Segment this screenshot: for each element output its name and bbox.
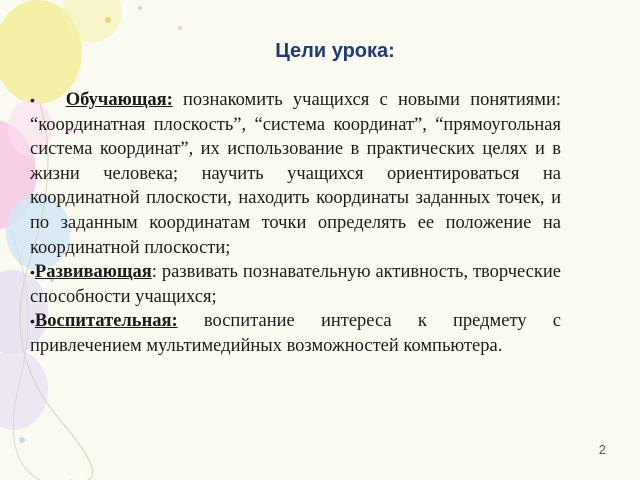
slide-title: Цели урока: (275, 40, 395, 62)
bullet-icon: • (30, 92, 35, 108)
goal-term: Воспитательная: (34, 311, 178, 332)
goal-text: : развивать познавательную активность, творческие способности учащихся; (30, 262, 561, 307)
confetti-dot (105, 17, 111, 23)
bullet-icon: • (30, 313, 35, 330)
bullet-icon: • (30, 264, 35, 281)
goal-item-teaching (30, 88, 561, 260)
goal-text: познакомить учащихся с новыми понятиями: “координатная плоскость”, “система координат”, “прямоугольная система координат”, их использование в практических целях и в жизни человека; научить учащихся ориентироваться на координатной плоскости, находить координаты заданных точек, и по заданным координатам точки определять ее положение на координатной плоскости; (30, 90, 561, 258)
page-number: 2 (598, 442, 606, 457)
goals-list (30, 88, 561, 359)
goal-text: воспитание интереса к предмету с привлечением мультимедийных возможностей компьютера. (30, 311, 561, 356)
goal-term: Развивающая (34, 262, 152, 283)
confetti-dot (178, 26, 182, 30)
goal-term: Обучающая: (65, 90, 173, 110)
confetti-dot (19, 437, 25, 443)
goal-item-educational (30, 309, 561, 358)
confetti-dot (138, 6, 142, 10)
goal-item-developing (30, 260, 561, 309)
